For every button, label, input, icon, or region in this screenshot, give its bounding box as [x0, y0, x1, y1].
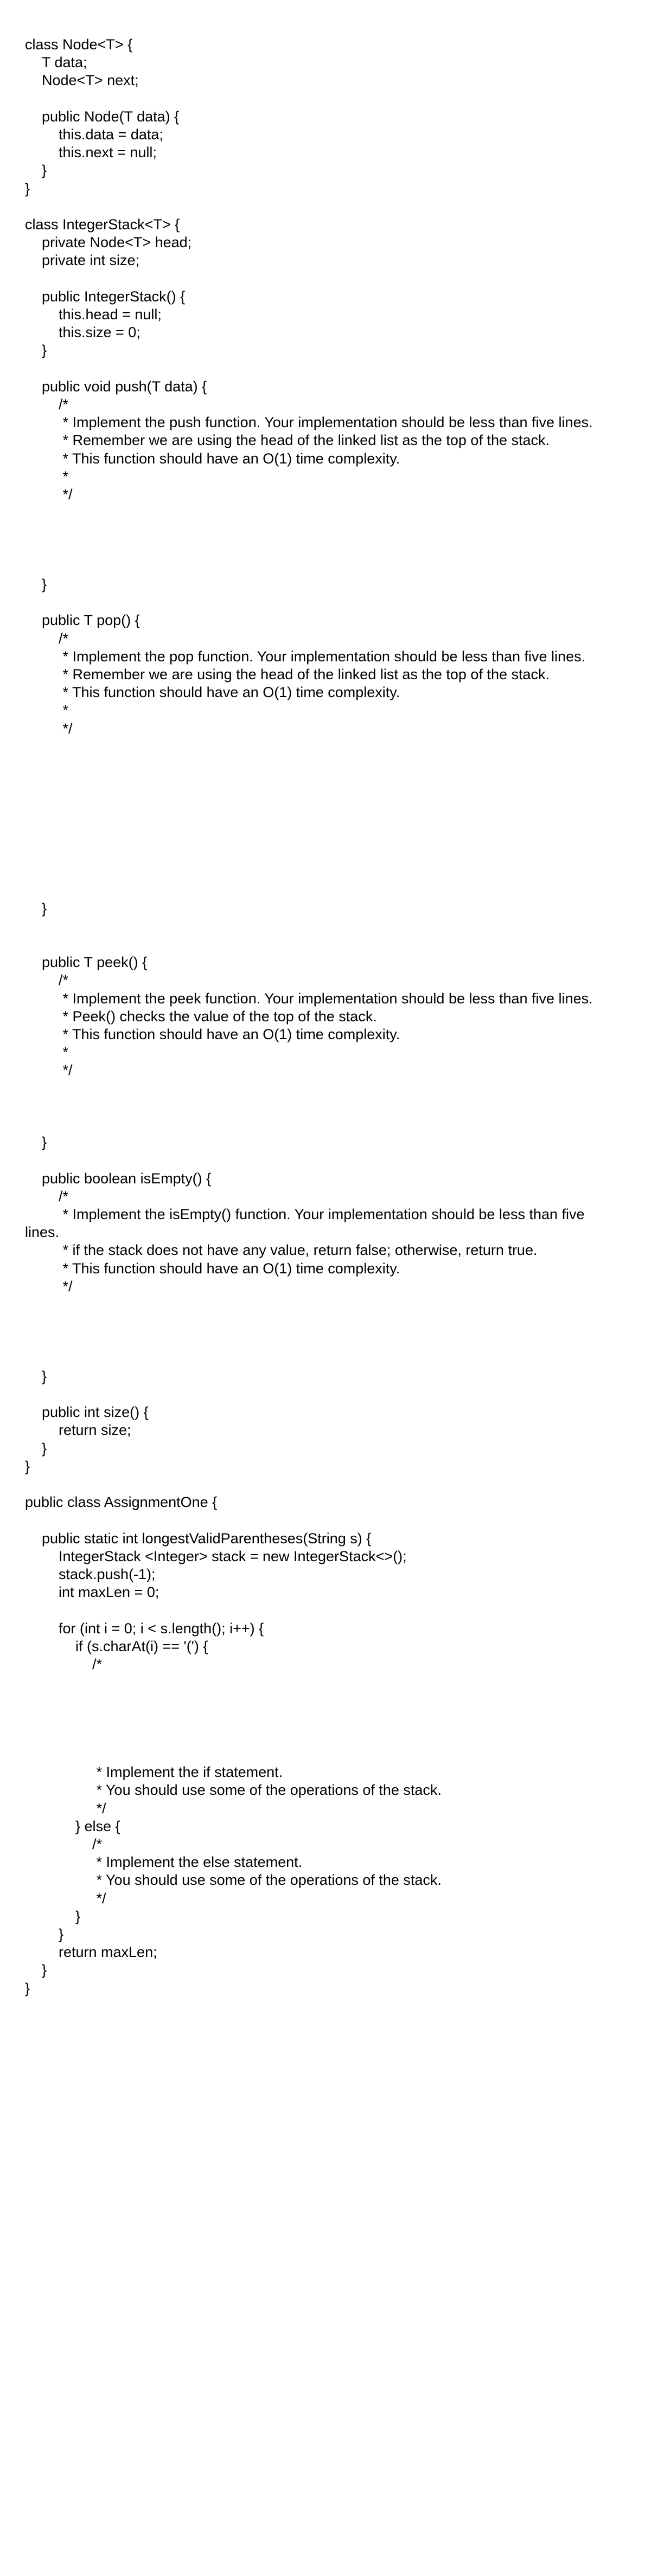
code-line: } — [42, 1134, 47, 1151]
code-line: IntegerStack <Integer> stack = new IntegerStack<>(); — [59, 1548, 407, 1564]
code-line: */ — [59, 1062, 73, 1079]
code-line: /* — [59, 972, 69, 989]
code-line: this.size = 0; — [59, 324, 141, 341]
code-line: /* — [92, 1836, 103, 1852]
code-line: public static int longestValidParentheses(String s) { — [42, 1530, 372, 1547]
code-line: public int size() { — [42, 1404, 149, 1421]
code-line: * Remember we are using the head of the linked list as the top of the stack. — [59, 432, 550, 449]
code-line: */ — [59, 720, 73, 737]
code-line: return size; — [59, 1422, 131, 1439]
code-line: */ — [92, 1800, 106, 1817]
code-line: * You should use some of the operations of the stack. — [92, 1782, 442, 1799]
code-line: } — [25, 1980, 30, 1997]
code-line: class Node<T> { — [25, 36, 133, 53]
code-line: * Remember we are using the head of the linked list as the top of the stack. — [59, 666, 550, 682]
code-line: */ — [92, 1890, 106, 1907]
code-line: public IntegerStack() { — [42, 288, 186, 305]
code-line: this.next = null; — [59, 144, 157, 161]
code-line: class IntegerStack<T> { — [25, 216, 180, 233]
code-line: * — [59, 702, 69, 719]
code-line: public class AssignmentOne { — [25, 1494, 218, 1511]
code-line: } — [25, 180, 30, 197]
code-line: } — [42, 1368, 47, 1384]
code-line: * — [59, 1044, 69, 1061]
code-line: private int size; — [42, 252, 140, 269]
code-line: return maxLen; — [59, 1944, 157, 1961]
code-line: * Implement the pop function. Your implementation should be less than five lines. — [59, 648, 586, 665]
code-line: * This function should have an O(1) time complexity. — [59, 684, 400, 701]
code-line: * This function should have an O(1) time complexity. — [59, 1260, 400, 1277]
code-line: * Implement the push function. Your implementation should be less than five lines. — [59, 414, 593, 431]
code-line: } — [42, 576, 47, 593]
code-line: public Node(T data) { — [42, 108, 180, 125]
code-line: } — [42, 1440, 47, 1457]
code-line: * Implement the peek function. Your implementation should be less than five lines. — [59, 990, 593, 1007]
code-line: /* — [59, 1188, 69, 1205]
code-line: this.head = null; — [59, 306, 162, 323]
code-line: int maxLen = 0; — [59, 1584, 159, 1601]
code-line: * Implement the isEmpty() function. Your implementation should be less than five — [59, 1206, 585, 1222]
code-line: public T pop() { — [42, 612, 140, 629]
code-line: * if the stack does not have any value, return false; otherwise, return true. — [59, 1242, 538, 1259]
code-line: T data; — [42, 54, 87, 71]
code-line: * — [59, 468, 69, 485]
code-line: /* — [59, 396, 69, 413]
code-line: * Peek() checks the value of the top of the stack. — [59, 1008, 377, 1025]
code-line: } — [42, 900, 47, 917]
code-line: } — [75, 1908, 81, 1924]
code-line: * You should use some of the operations of the stack. — [92, 1872, 442, 1889]
code-line: * Implement the else statement. — [92, 1854, 303, 1871]
code-line: if (s.charAt(i) == '(') { — [75, 1638, 208, 1654]
code-line: } — [42, 162, 47, 179]
code-line: } — [42, 1962, 47, 1979]
code-line: } — [59, 1926, 64, 1942]
code-line: } — [42, 342, 47, 359]
code-line: stack.push(-1); — [59, 1566, 156, 1582]
code-line: this.data = data; — [59, 126, 163, 143]
code-line: public T peek() { — [42, 954, 148, 971]
code-line: for (int i = 0; i < s.length(); i++) { — [59, 1620, 264, 1637]
code-line: * Implement the if statement. — [92, 1764, 283, 1781]
code-line: /* — [59, 630, 69, 647]
code-line: private Node<T> head; — [42, 234, 192, 251]
code-line: */ — [59, 1278, 73, 1295]
code-line: /* — [92, 1656, 103, 1672]
code-line: * This function should have an O(1) time complexity. — [59, 450, 400, 467]
code-line: } else { — [75, 1818, 120, 1834]
code-line: Node<T> next; — [42, 72, 139, 89]
code-line: public boolean isEmpty() { — [42, 1170, 212, 1187]
code-line: public void push(T data) { — [42, 378, 207, 395]
code-line: } — [25, 1458, 30, 1474]
code-line: * This function should have an O(1) time complexity. — [59, 1026, 400, 1042]
code-line: */ — [59, 486, 73, 503]
code-line: lines. — [25, 1224, 60, 1241]
